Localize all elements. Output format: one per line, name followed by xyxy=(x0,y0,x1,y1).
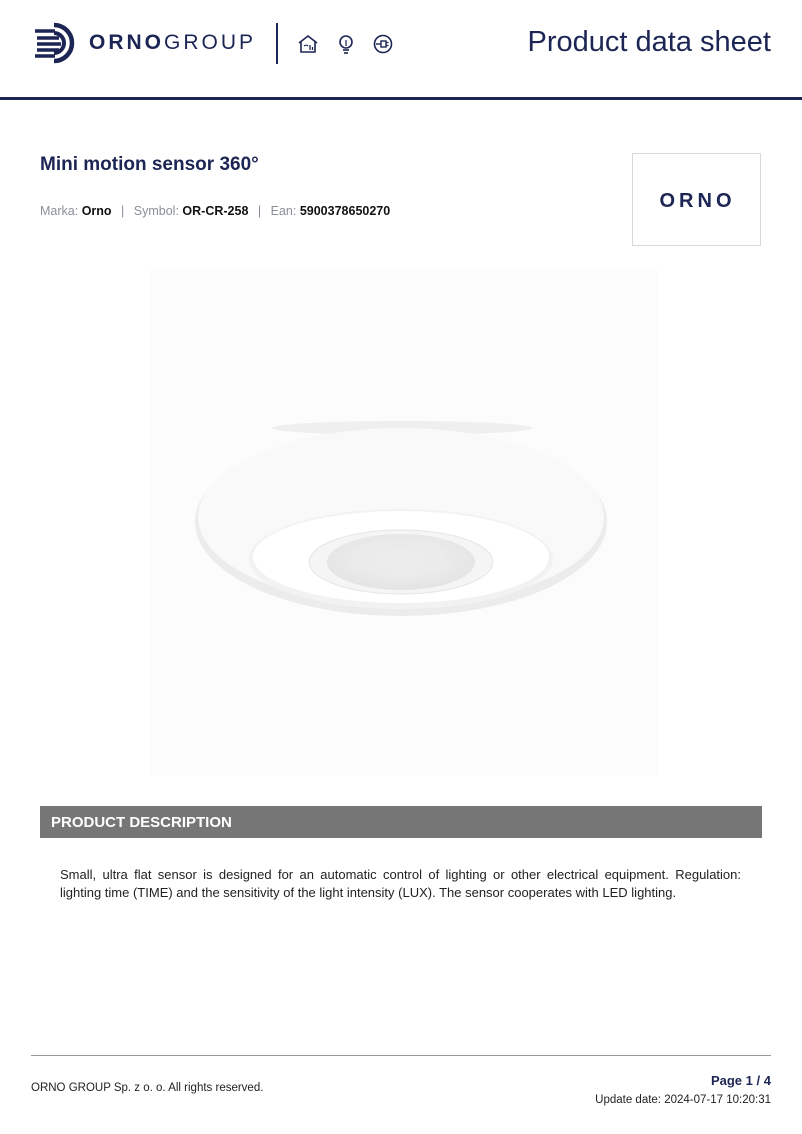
symbol-label: Symbol: xyxy=(133,204,179,218)
ean-value: 5900378650270 xyxy=(299,204,391,218)
page-number xyxy=(711,1073,771,1088)
brand-name-light: GROUP xyxy=(164,31,257,54)
product-name: Mini motion sensor 360° xyxy=(40,154,259,175)
motion-sensor-image xyxy=(150,268,658,776)
smart-home-icon xyxy=(297,33,319,55)
document-title: Product data sheet xyxy=(527,26,771,58)
meta-separator: | xyxy=(121,204,125,218)
section-title: PRODUCT DESCRIPTION xyxy=(51,814,232,831)
copyright-text: ORNO GROUP Sp. z o. o. All rights reserved. xyxy=(31,1082,264,1094)
update-label: Update date: xyxy=(595,1094,661,1106)
footer-rule xyxy=(31,1055,771,1056)
product-meta xyxy=(40,204,390,218)
page-header xyxy=(0,0,802,97)
brand-name-bold: ORNO xyxy=(89,31,164,54)
header-rule xyxy=(0,97,802,100)
brand-value: Orno xyxy=(81,204,112,218)
brand-logo-box xyxy=(632,153,761,246)
header-divider xyxy=(276,23,278,64)
brand-name xyxy=(89,31,256,55)
brand-logo-text: ORNO xyxy=(659,190,736,212)
meta-separator: | xyxy=(257,204,262,218)
page-current: 1 xyxy=(745,1073,753,1088)
symbol-value: OR-CR-258 xyxy=(182,204,249,218)
brand-label: Marka: xyxy=(40,204,79,218)
update-value: 2024-07-17 10:20:31 xyxy=(664,1094,771,1106)
page-total: 4 xyxy=(763,1073,771,1088)
section-header xyxy=(40,806,762,838)
update-date xyxy=(595,1094,771,1106)
product-image xyxy=(150,268,658,776)
product-description: Small, ultra flat sensor is designed for an automatic control of lighting or other electrical equipment. Regulation: lighting time (TIME) and the sensitivity of the light intensity (LUX). The sensor cooperates with LED lighting. xyxy=(60,867,741,900)
lightbulb-icon xyxy=(335,33,357,55)
page-label: Page xyxy=(710,1073,743,1088)
ean-label: Ean: xyxy=(270,204,297,218)
power-plug-icon xyxy=(372,33,394,55)
orno-logo-icon xyxy=(33,22,77,64)
page-separator: / xyxy=(756,1073,761,1088)
